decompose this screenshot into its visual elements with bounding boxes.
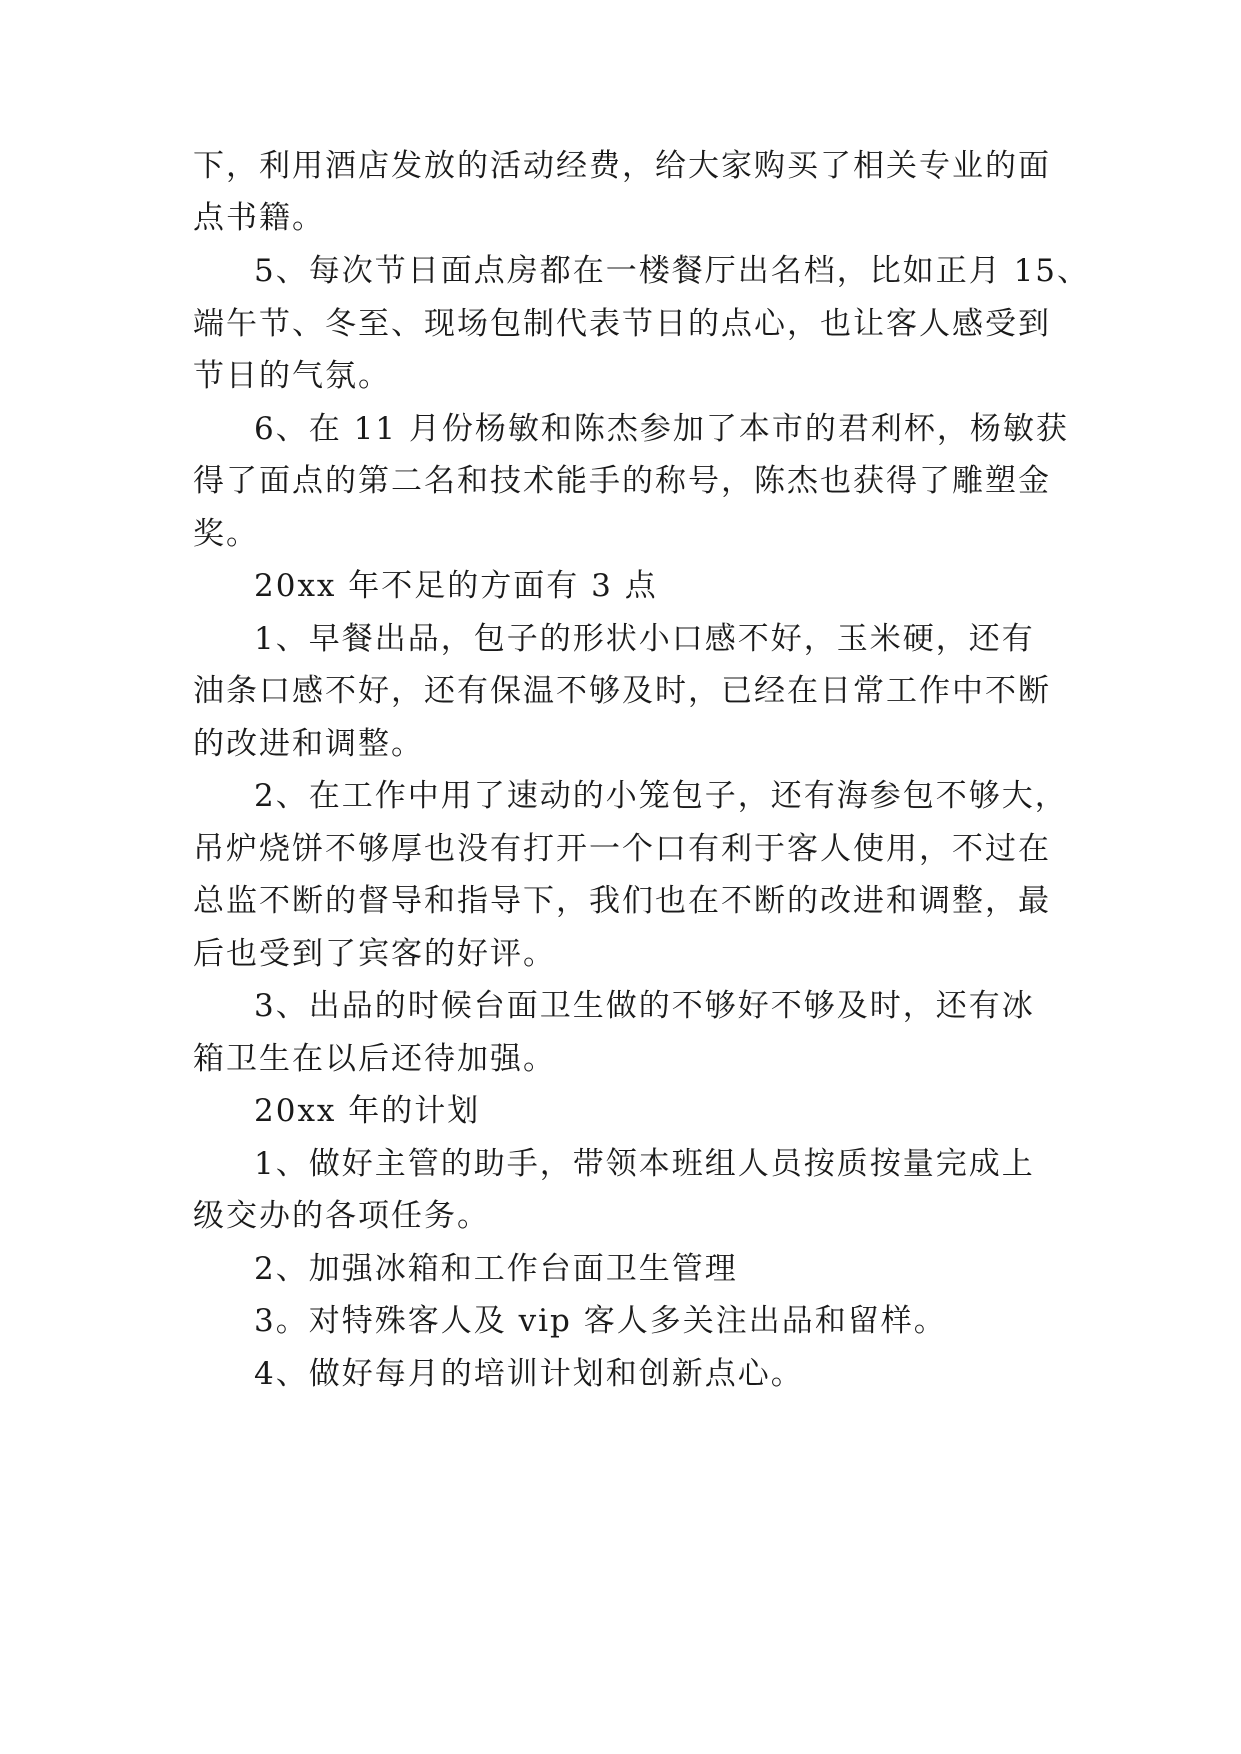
paragraph-line: 3、出品的时候台面卫生做的不够好不够及时，还有冰 — [254, 988, 1035, 1024]
paragraph-line: 节日的气氛。 — [193, 358, 391, 394]
paragraph-line: 1、早餐出品，包子的形状小口感不好，玉米硬，还有 — [254, 621, 1035, 657]
paragraph-line: 2、在工作中用了速动的小笼包子，还有海参包不够大， — [254, 778, 1068, 814]
paragraph-line: 吊炉烧饼不够厚也没有打开一个口有利于客人使用，不过在 — [193, 831, 1051, 867]
paragraph-line: 箱卫生在以后还待加强。 — [193, 1041, 556, 1077]
paragraph-line: 的改进和调整。 — [193, 726, 424, 762]
section-heading: 20xx 年不足的方面有 3 点 — [254, 568, 658, 604]
paragraph-line: 5、每次节日面点房都在一楼餐厅出名档，比如正月 15、 — [254, 253, 1091, 289]
paragraph-line: 奖。 — [193, 516, 259, 552]
paragraph-line: 总监不断的督导和指导下，我们也在不断的改进和调整，最 — [193, 883, 1051, 919]
paragraph-line: 点书籍。 — [193, 200, 325, 236]
paragraph-line: 下，利用酒店发放的活动经费，给大家购买了相关专业的面 — [193, 148, 1051, 184]
section-heading: 20xx 年的计划 — [254, 1093, 481, 1129]
paragraph-line: 端午节、冬至、现场包制代表节日的点心，也让客人感受到 — [193, 306, 1051, 342]
paragraph-line: 后也受到了宾客的好评。 — [193, 936, 556, 972]
paragraph-line: 2、加强冰箱和工作台面卫生管理 — [254, 1251, 738, 1287]
paragraph-line: 级交办的各项任务。 — [193, 1198, 490, 1234]
paragraph-line: 4、做好每月的培训计划和创新点心。 — [254, 1356, 804, 1392]
paragraph-line: 3。对特殊客人及 vip 客人多关注出品和留样。 — [254, 1303, 947, 1339]
paragraph-line: 1、做好主管的助手，带领本班组人员按质按量完成上 — [254, 1146, 1035, 1182]
paragraph-line: 得了面点的第二名和技术能手的称号，陈杰也获得了雕塑金 — [193, 463, 1051, 499]
paragraph-line: 油条口感不好，还有保温不够及时，已经在日常工作中不断 — [193, 673, 1051, 709]
paragraph-line: 6、在 11 月份杨敏和陈杰参加了本市的君利杯，杨敏获 — [254, 411, 1069, 447]
